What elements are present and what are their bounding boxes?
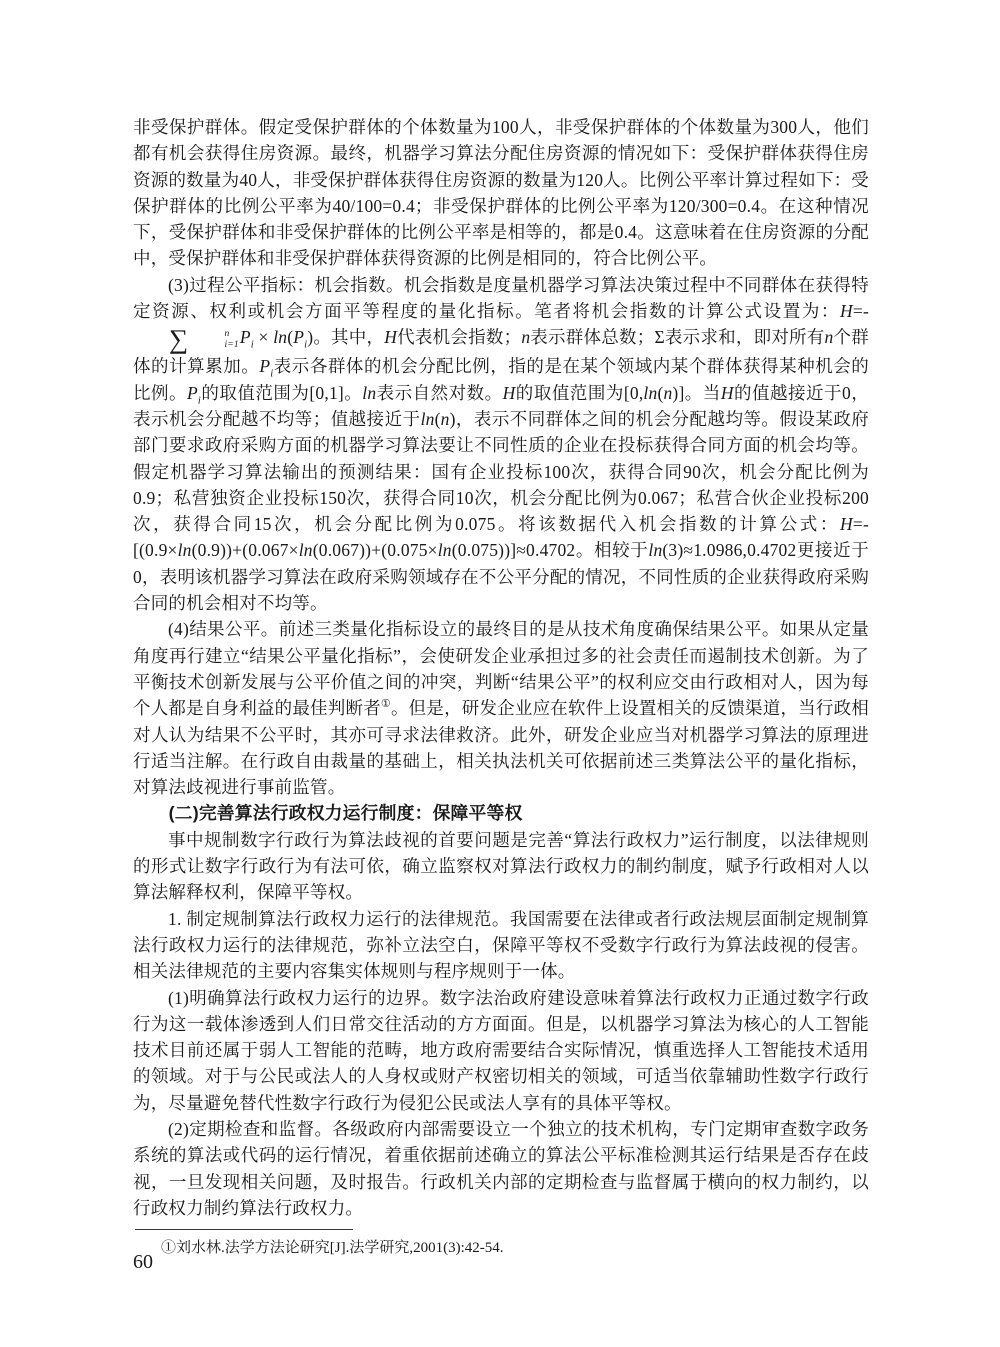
para-housing-example: 非受保护群体。假定受保护群体的个体数量为100人，非受保护群体的个体数量为300人，他们都有机会获得住房资源。最终，机器学习算法分配住房资源的情况如下：受保护群体获得住房资源的数量为40人，非受保护群体获得住房资源的数量为120人。比例公平率计算过程如下：受保护群体的比例公平率为40/100=0.4；非受保护群体的比例公平率为120/300=0.4。在这种情况下，受保护群体和非受保护群体的比例公平率是相等的，都是0.4。这意味着在住房资源的分配中，受保护群体和非受保护群体获得资源的比例是相同的，符合比例公平。 xyxy=(133,117,869,269)
para-result-fairness: (4)结果公平。前述三类量化指标设立的最终目的是从技术角度确保结果公平。如果从定量角度再行建立“结果公平量化指标”，会使研发企业承担过多的社会责任而遏制技术创新。为了平衡技术创新发展与公平价值之间的冲突，判断“结果公平”的权利应交由行政相对人，因为每个人都是自身利益的最佳判断者①。但是，研发企业应在软件上设置相关的反馈渠道，当行政相对人认为结果不公平时，其亦可寻求法律救济。此外，研发企业应当对机器学习算法的原理进行适当注解。在行政自由裁量的基础上，相关执法机关可依据前述三类算法公平的量化指标，对算法歧视进行事前监管。 xyxy=(133,619,869,798)
paragraphs-container xyxy=(133,114,869,1221)
heading-section-two: (二)完善算法行政权力运行制度：保障平等权 xyxy=(168,803,523,824)
summation-sigma-notation: ∑ n i=1 xyxy=(169,324,239,355)
para-section-two-intro: 事中规制数字行政行为算法歧视的首要问题是完善“算法行政权力”运行制度，以法律规则的形式让数字行政行为有法可依，确立监察权对算法行政权力的制约制度，赋予行政相对人以算法解释权利，保障平等权。 xyxy=(133,829,869,903)
page-number: 60 xyxy=(133,1251,153,1273)
para-periodic-inspection: (2)定期检查和监督。各级政府内部需要设立一个独立的技术机构，专门定期审查数字政务系统的算法或代码的运行情况，着重依据前述确立的算法公平标准检测其运行结果是否存在歧视，一旦发现相关问题，及时报告。行政机关内部的定期检查与监督属于横向的权力制约，以行政权力制约算法行政权力。 xyxy=(133,1118,869,1218)
footnote-reference-mark: ① xyxy=(380,698,391,711)
para-process-fairness-indicator: (3)过程公平指标：机会指数。机会指数是度量机器学习算法决策过程中不同群体在获得特定资源、权利或机会方面平等程度的量化指标。笔者将机会指数的计算公式设置为：H=- ∑ n i=1 $P_i \times \ln(P_i)$。其中，H代表机会指数；n表示群体总数；Σ表示求和，即对所有n个群体的计算累加。$P_i$表示各群体的机会分配比例，指的是在某个领域内某个群体获得某种机会的比例。$P_i$的取值范围为[0,1]。ln表示自然对数。H的取值范围为[0,ln(n)]。当H的值越接近于0，表示机会分配越不均等；值越接近于ln(n)，表示不同群体之间的机会分配越均等。假设某政府部门要求政府采购方面的机器学习算法要让不同性质的企业在投标获得合同方面的机会均等。假定机器学习算法输出的预测结果：国有企业投标100次，获得合同90次，机会分配比例为0.9；私营独资企业投标150次，获得合同10次，机会分配比例为0.067；私营合伙企业投标200次，获得合同15次，机会分配比例为0.075。将该数据代入机会指数的计算公式：H=-[(0.9×ln(0.9))+(0.067×ln(0.067))+(0.075×ln(0.075))]≈0.4702。相较于ln(3)≈1.0986,0.4702更接近于0，表明该机器学习算法在政府采购领域存在不公平分配的情况，不同性质的企业获得政府采购合同的机会相对不均等。 xyxy=(133,274,869,614)
para-legal-norms: 1. 制定规制算法行政权力运行的法律规范。我国需要在法律或者行政法规层面制定规制算法行政权力运行的法律规范，弥补立法空白，保障平等权不受数字行政行为算法歧视的侵害。相关法律规范的主要内容集实体规则与程序规则于一体。 xyxy=(133,908,869,982)
text-column xyxy=(133,114,869,1260)
footnote-divider xyxy=(135,1229,353,1230)
para-power-boundary: (1)明确算法行政权力运行的边界。数字法治政府建设意味着算法行政权力正通过数字行政行为这一载体渗透到人们日常交往活动的方方面面。但是，以机器学习算法为核心的人工智能技术目前还属于弱人工智能的范畴，地方政府需要结合实际情况，慎重选择人工智能技术适用的领域。对于与公民或法人的人身权或财产权密切相关的领域，可适当依靠辅助性数字行政行为，尽量避免替代性数字行政行为侵犯公民或法人享有的具体平等权。 xyxy=(133,987,869,1113)
footnote-text: ①刘水林.法学方法论研究[J].法学研究,2001(3):42-54. xyxy=(161,1240,504,1257)
